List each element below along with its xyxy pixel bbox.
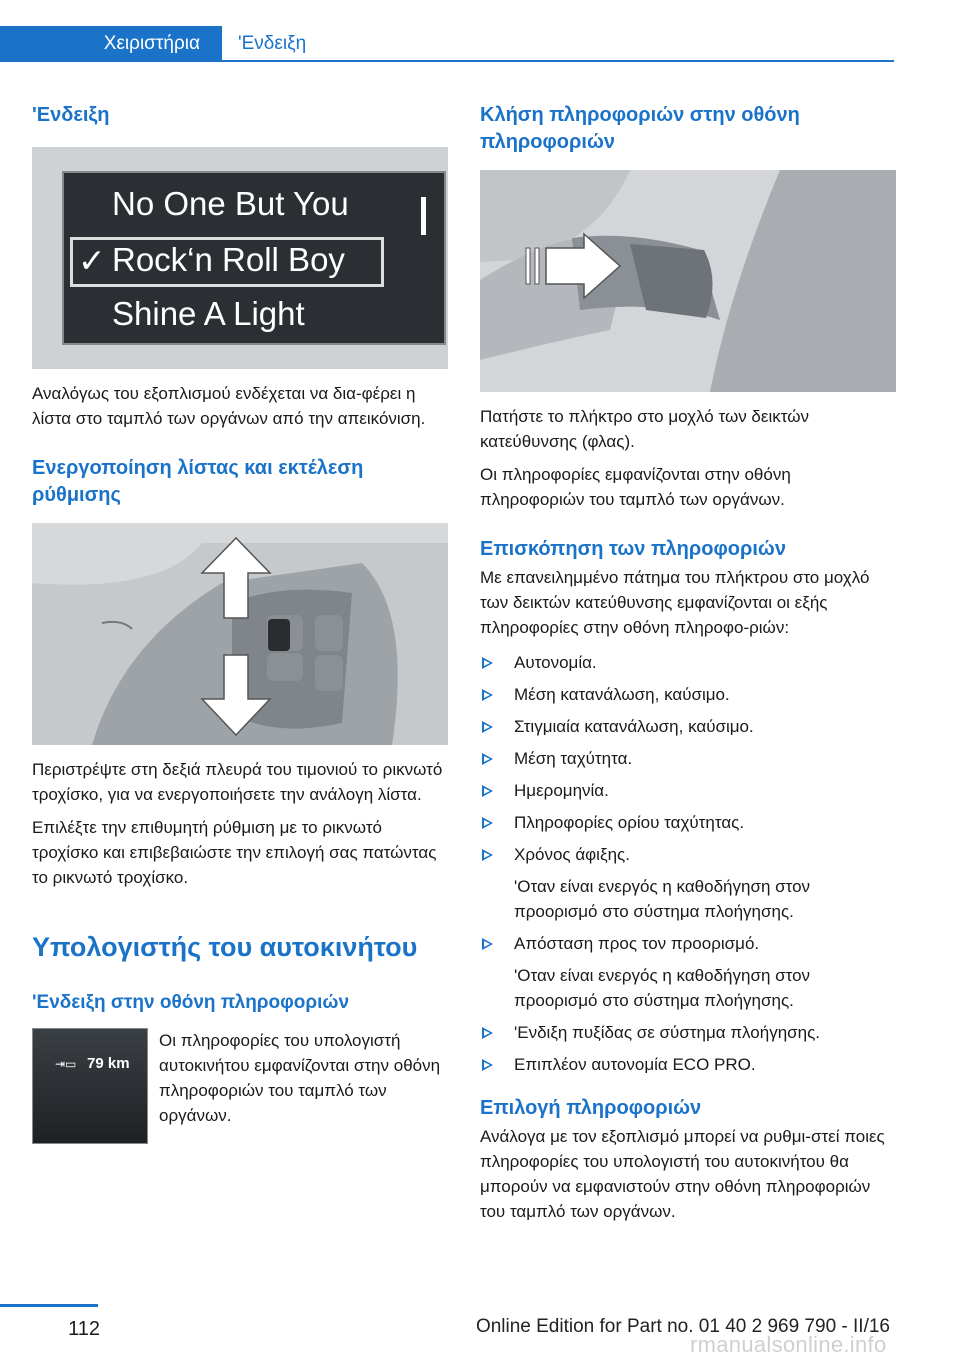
bullet-triangle-icon — [482, 753, 493, 765]
heading-activate-list: Ενεργοποίηση λίστας και εκτέλεση ρύθμισης — [32, 457, 364, 506]
check-icon: ✓ — [78, 242, 106, 279]
edition-note: Online Edition for Part no. 01 40 2 969 790 - II/16 — [475, 1316, 890, 1337]
list-item-subtext: 'Οταν είναι ενεργός η καθοδήγηση στον προορισμό στο σύστημα πλοήγησης. — [514, 877, 811, 921]
list-item-text: Μέση ταχύτητα. — [514, 749, 633, 768]
list-item — [480, 746, 896, 771]
right-column — [480, 100, 896, 1224]
text-select-setting: Επιλέξτε την επιθυμητή ρύθμιση με το ρικνωτό τροχίσκο και επιβεβαιώστε την επιλογή σας πατώντας το ρικνωτό τροχίσκο. — [32, 818, 437, 887]
display-line-3: Shine A Light — [112, 295, 305, 332]
list-item — [480, 931, 896, 1013]
header-tab-display[interactable]: 'Ενδειξη — [238, 33, 307, 54]
heading-onboard-computer: Υπολογιστής του αυτοκινήτου — [32, 932, 418, 962]
figure-display-list — [32, 147, 448, 369]
lever-illustration — [480, 170, 896, 392]
header-tab-controls[interactable]: Χειριστήρια — [0, 26, 222, 62]
page-header — [0, 26, 894, 62]
text-press-button: Πατήστε το πλήκτρο στο μοχλό των δεικτών κατεύθυνσης (φλας). — [480, 407, 810, 451]
bullet-triangle-icon — [482, 721, 493, 733]
bullet-triangle-icon — [482, 657, 493, 669]
list-item-text: Επιπλέον αυτονομία ECO PRO. — [514, 1055, 756, 1074]
list-item-text: Χρόνος άφιξης. — [514, 845, 630, 864]
figure-turn-signal-lever — [480, 170, 896, 392]
display-line-1: No One But You — [112, 185, 349, 222]
bullet-triangle-icon — [482, 817, 493, 829]
list-item — [480, 810, 896, 835]
text-info-shown: Οι πληροφορίες εμφανίζονται στην οθόνη πληροφοριών του ταμπλό των οργάνων. — [480, 465, 791, 509]
footer-rule — [0, 1304, 98, 1307]
heading-call-info: Κλήση πληροφοριών στην οθόνη πληροφοριών — [480, 104, 800, 153]
mini-display-value: 79 km — [87, 1055, 130, 1072]
heading-select-info: Επιλογή πληροφοριών — [480, 1097, 702, 1119]
left-column — [32, 100, 448, 1146]
text-display-note: Αναλόγως του εξοπλισμού ενδέχεται να δια-φέρει η λίστα στο ταμπλό των οργάνων από την απεικόνιση. — [32, 384, 426, 428]
display-screen — [62, 171, 446, 345]
list-item — [480, 682, 896, 707]
bullet-triangle-icon — [482, 849, 493, 861]
figure-steering-wheel — [32, 523, 448, 745]
heading-info-display: 'Ενδειξη στην οθόνη πληροφοριών — [32, 992, 350, 1013]
list-item — [480, 1020, 896, 1045]
display-line-2: Rock‘n Roll Boy — [112, 241, 345, 278]
text-select-info: Ανάλογα με τον εξοπλισμό μπορεί να ρυθμι-στεί ποιες πληροφορίες του υπολογιστή του αυτοκινήτου θα μπορούν να εμφανιστούν στην οθόνη πληροφοριών του ταμπλό των οργάνων. — [480, 1127, 885, 1221]
watermark: rmanualsonline.info — [690, 1332, 887, 1357]
computer-block — [32, 1028, 448, 1146]
page-number: 112 — [68, 1318, 100, 1340]
bullet-triangle-icon — [482, 689, 493, 701]
steering-wheel-illustration — [32, 523, 448, 745]
list-item — [480, 650, 896, 675]
bullet-triangle-icon — [482, 1059, 493, 1071]
list-item-text: Ημερομηνία. — [514, 781, 609, 800]
list-item-text: Μέση κατανάλωση, καύσιμο. — [514, 685, 730, 704]
text-rotate-wheel: Περιστρέψτε στη δεξιά πλευρά του τιμονιού το ρικνωτό τροχίσκο, για να ενεργοποιήσετε την ανάλογη λίστα. — [32, 760, 443, 804]
range-icon: ⇥▭ — [55, 1057, 77, 1071]
list-item-text: 'Ενδιξη πυξίδας σε σύστημα πλοήγησης. — [514, 1023, 821, 1042]
list-item — [480, 778, 896, 803]
text-repeat-press: Με επανειλημμένο πάτημα του πλήκτρου στο μοχλό των δεικτών κατεύθυνσης εμφανίζονται οι εξής πληροφορίες στην οθόνη πληροφο-ριών: — [480, 568, 870, 637]
heading-display: 'Ενδειξη — [32, 104, 110, 126]
bullet-triangle-icon — [482, 1027, 493, 1039]
mini-display — [32, 1028, 148, 1144]
text-computer-info: Οι πληροφορίες του υπολογιστή αυτοκινήτου εμφανίζονται στην οθόνη πληροφοριών του ταμπλό των οργάνων. — [159, 1031, 441, 1125]
scrollbar-thumb — [421, 197, 426, 235]
list-item-text: Πληροφορίες ορίου ταχύτητας. — [514, 813, 745, 832]
list-item-text: Απόσταση προς τον προορισμό. — [514, 934, 760, 953]
heading-overview: Επισκόπηση των πληροφοριών — [480, 538, 786, 560]
bullet-triangle-icon — [482, 938, 493, 950]
list-item — [480, 842, 896, 924]
list-item-text: Στιγμιαία κατανάλωση, καύσιμο. — [514, 717, 754, 736]
list-item-text: Αυτονομία. — [514, 653, 597, 672]
list-item — [480, 1052, 896, 1077]
bullet-triangle-icon — [482, 785, 493, 797]
list-item — [480, 714, 896, 739]
list-item-subtext: 'Οταν είναι ενεργός η καθοδήγηση στον προορισμό στο σύστημα πλοήγησης. — [514, 966, 811, 1010]
info-list — [480, 650, 896, 1077]
